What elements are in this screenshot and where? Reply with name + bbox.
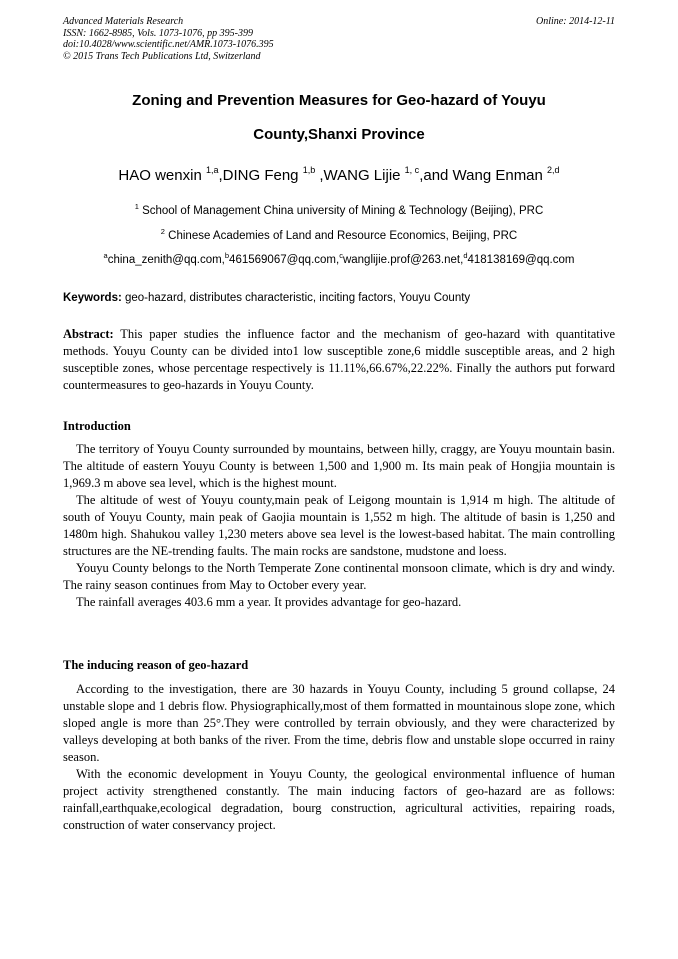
paragraph: The altitude of west of Youyu county,main peak of Leigong mountain is 1,914 m high. The altitude of south of Youyu County, main peak of Gaojia mountain is 1,552 m high. The altitude of basin is 1,250 and 1480m high. Shahukou valley 1,230 meters above sea level is the lowest-based habitat. The main controlling structures are the NE-trending faults. The main rocks are sandstone, mudstone and loess.: [63, 493, 615, 558]
affiliation-text: Chinese Academies of Land and Resource Economics, Beijing, PRC: [164, 230, 518, 242]
abstract: [63, 326, 615, 394]
paragraph: According to the investigation, there are 30 hazards in Youyu County, including 5 ground collapse, 24 unstable slope and 1 debris flow. Physiographically,most of them formatted in mountainous slope zone, which sloped angle is more than 25°.They were controlled by terrain obviously, and they were characterized by valleys developing at both banks of the river. From the time, debris flow and unstable slope occurred in rainy season.: [63, 682, 615, 764]
inducing-reason-body: [63, 681, 615, 834]
paragraph: The territory of Youyu County surrounded by mountains, between hilly, craggy, are Youyu mountain basin. The altitude of eastern Youyu County is between 1,500 and 1,900 m. Its main peak of Hongjia mountain is 1,969.3 m above sea level, which is the highest mount.: [63, 442, 615, 490]
journal-name: Advanced Materials Research: [63, 16, 184, 27]
email-superscript: a: [103, 251, 108, 260]
journal-header: [63, 16, 274, 62]
introduction-body: [63, 441, 615, 611]
author-name: ,DING Feng: [218, 167, 303, 184]
author-superscript: 2,d: [547, 165, 560, 175]
section-heading-introduction: Introduction: [63, 419, 131, 433]
author-name: ,and Wang Enman: [419, 167, 548, 184]
affiliation-superscript: 1: [134, 202, 139, 211]
abstract-text: This paper studies the influence factor and the mechanism of geo-hazard with quantitative methods. Youyu County can be divided into1 low susceptible zone,6 middle susceptible areas, and 2 high susceptible zones, whose percentage respectively is 11.11%,66.67%,22.22%. Finally the authors put forward countermeasures to geo-hazards in Youyu County.: [63, 327, 615, 392]
affiliation-text: School of Management China university of Mining & Technology (Beijing), PRC: [138, 205, 544, 217]
affiliation-1: [40, 204, 638, 218]
author-superscript: 1, c: [404, 165, 420, 175]
email-link[interactable]: 418138169@qq.com: [467, 254, 575, 266]
affiliation-2: [40, 229, 638, 243]
abstract-label: Abstract:: [63, 327, 114, 341]
paragraph: The rainfall averages 403.6 mm a year. It provides advantage for geo-hazard.: [76, 595, 462, 609]
email-link[interactable]: wanglijie.prof@263.net,: [342, 254, 464, 266]
paragraph: Youyu County belongs to the North Temperate Zone continental monsoon climate, which is dry and windy. The rainy season continues from May to October every year.: [63, 561, 615, 592]
section-heading-inducing-reason: The inducing reason of geo-hazard: [63, 658, 249, 672]
author-name: HAO wenxin: [118, 167, 206, 184]
paper-title-line2: County,Shanxi Province: [253, 126, 425, 143]
keywords: [63, 291, 623, 305]
issn-line: ISSN: 1662-8985, Vols. 1073-1076, pp 395-399: [63, 27, 253, 39]
author-superscript: 1,b: [302, 165, 316, 175]
email-link[interactable]: 461569067@qq.com,: [229, 254, 340, 266]
email-superscript: b: [224, 251, 230, 260]
copyright-line: © 2015 Trans Tech Publications Ltd, Switzerland: [63, 50, 261, 62]
online-date: Online: 2014-12-11: [536, 16, 615, 27]
email-superscript: d: [463, 251, 468, 260]
affiliation-superscript: 2: [160, 227, 165, 236]
author-name: ,WANG Lijie: [315, 167, 405, 184]
email-superscript: c: [339, 251, 343, 260]
doi-line: doi:10.4028/www.scientific.net/AMR.1073-1076.395: [63, 39, 274, 50]
author-superscript: 1,a: [205, 165, 219, 175]
keywords-label: Keywords:: [63, 292, 122, 304]
keywords-text: geo-hazard, distributes characteristic, inciting factors, Youyu County: [121, 292, 471, 304]
email-link[interactable]: china_zenith@qq.com,: [107, 254, 225, 266]
paragraph: With the economic development in Youyu County, the geological environmental influence of human project activity strengthened constantly. The main inducing factors of geo-hazard are as follows: rainfall,earthquake,ecological degradation, bourg construction, agricultural activities, repairing roads, construction of water conservancy project.: [63, 767, 615, 832]
paper-title-line1: Zoning and Prevention Measures for Geo-hazard of Youyu: [132, 92, 546, 109]
author-emails: [40, 253, 638, 267]
author-list: [40, 166, 638, 186]
